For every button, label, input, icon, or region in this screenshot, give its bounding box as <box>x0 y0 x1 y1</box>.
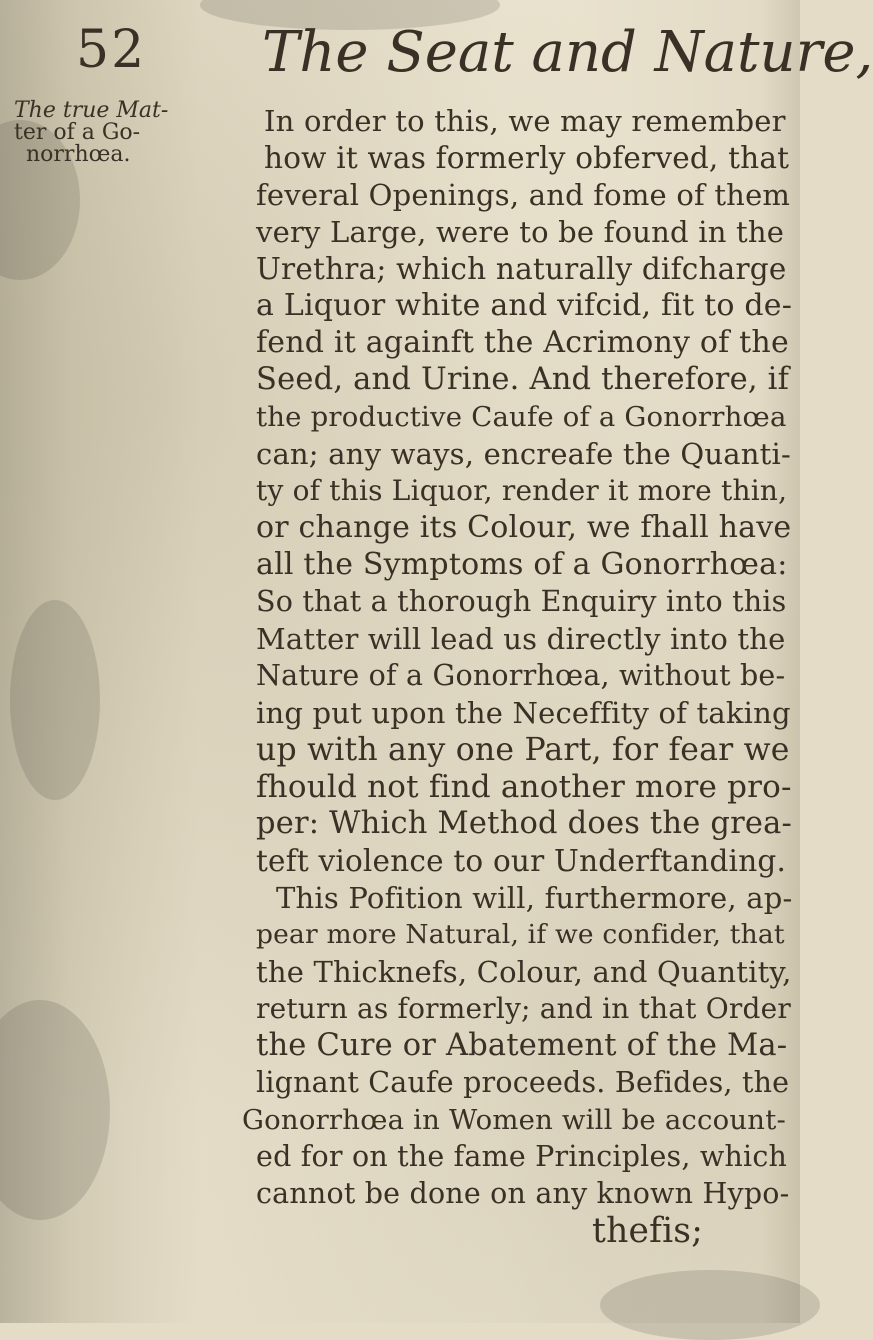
text-line: pear more Natural, if we confider, that <box>256 919 785 950</box>
page-header <box>0 0 873 100</box>
text-line: up with any one Part, for fear we <box>256 732 790 768</box>
text-line: lignant Caufe proceeds. Befides, the <box>256 1066 790 1099</box>
text-line: fhould not find another more pro- <box>256 769 792 805</box>
text-line: Matter will lead us directly into the <box>256 622 786 656</box>
text-line: ed for on the fame Principles, which <box>256 1140 788 1173</box>
marginal-note <box>14 100 224 166</box>
text-line: So that a thorough Enquiry into this <box>256 585 787 618</box>
marginal-note-line: The true Mat- <box>14 98 169 123</box>
text-line: the Thicknefs, Colour, and Quantity, <box>256 955 792 989</box>
text-line: Nature of a Gonorrhœa, without be- <box>256 659 786 692</box>
text-line: the productive Caufe of a Gonorrhœa <box>256 401 787 433</box>
text-line: how it was formerly obferved, that <box>264 141 790 175</box>
text-line: fend it againft the Acrimony of the <box>256 325 789 360</box>
text-line: teft violence to our Underftanding. <box>256 844 787 878</box>
marginal-note-line: norrhœa. <box>26 142 131 167</box>
foxing-stain <box>0 1000 110 1220</box>
text-line: ty of this Liquor, render it more thin, <box>256 474 788 507</box>
text-line: very Large, were to be found in the <box>256 215 785 249</box>
text-line: cannot be done on any known Hypo- <box>256 1177 790 1210</box>
text-line: Urethra; which naturally difcharge <box>256 252 787 286</box>
page-number: 52 <box>76 20 147 80</box>
text-line: per: Which Method does the grea- <box>256 806 793 841</box>
foxing-stain <box>600 1270 820 1340</box>
running-head: The Seat and Nature, <box>262 20 873 85</box>
text-line: the Cure or Abatement of the Ma- <box>256 1028 788 1063</box>
text-line: thefis; <box>592 1211 704 1251</box>
text-line: feveral Openings, and fome of them <box>256 178 791 212</box>
text-line: can; any ways, encreafe the Quanti- <box>256 437 791 471</box>
text-line: In order to this, we may remember <box>264 104 786 138</box>
foxing-stain <box>10 600 100 800</box>
text-line: all the Symptoms of a Gonorrhœa: <box>256 547 788 582</box>
text-line: ing put upon the Neceffity of taking <box>256 696 791 730</box>
text-line: Gonorrhœa in Women will be account- <box>242 1104 786 1136</box>
text-line: Seed, and Urine. And therefore, if <box>256 362 790 397</box>
text-line: a Liquor white and vifcid, fit to de- <box>256 288 793 323</box>
text-line: or change its Colour, we fhall have <box>256 510 792 545</box>
text-line: return as formerly; and in that Order <box>256 992 791 1025</box>
text-line: This Pofition will, furthermore, ap- <box>276 881 793 915</box>
marginal-note-line: ter of a Go- <box>14 120 141 145</box>
